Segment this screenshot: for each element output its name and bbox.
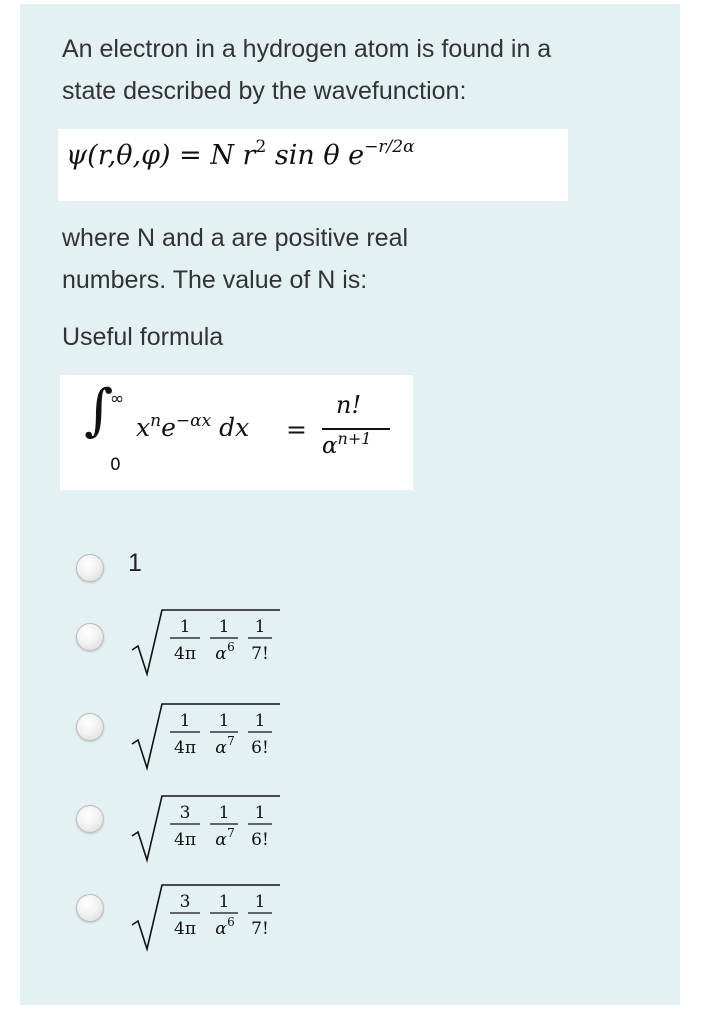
wavefunction-equation xyxy=(58,129,568,201)
option-3-num-3: 1 xyxy=(254,711,266,731)
option-2-den-2-exp: 6 xyxy=(227,640,235,654)
radio-button-option-5[interactable] xyxy=(76,894,104,922)
integral-lower-limit: 0 xyxy=(110,455,121,475)
where-line-1: where N and a are positive real xyxy=(62,224,409,252)
option-4-num-2: 1 xyxy=(218,803,230,823)
option-5-den-3: 7! xyxy=(251,919,269,939)
option-5-num-3: 1 xyxy=(254,892,266,912)
option-5-num-2: 1 xyxy=(218,892,230,912)
option-3-den-1: 4π xyxy=(174,738,196,758)
wavefunction-rhs-sin: sin θ e xyxy=(274,140,365,171)
option-4-num-3: 1 xyxy=(254,803,266,823)
useful-formula-label: Useful formula xyxy=(62,323,224,351)
integrand-x: x xyxy=(136,413,151,442)
option-1-text: 1 xyxy=(128,549,142,577)
wavefunction-lhs: ψ(r,θ,φ) xyxy=(66,140,171,171)
integrand-exponent: −αx xyxy=(175,411,212,431)
answer-option-1[interactable] xyxy=(60,527,560,607)
wavefunction-rhs-power: 2 xyxy=(255,137,267,157)
option-3-den-2-base: α xyxy=(215,738,227,758)
option-5-den-2-exp: 6 xyxy=(227,915,235,929)
option-2-math xyxy=(130,604,290,680)
question-intro xyxy=(62,28,662,112)
option-4-num-1: 3 xyxy=(179,803,191,823)
answer-option-3[interactable] xyxy=(60,698,560,778)
radio-button-option-1[interactable] xyxy=(76,554,104,582)
option-4-den-1: 4π xyxy=(174,830,196,850)
option-2-num-1: 1 xyxy=(179,617,191,637)
integrand-e: e xyxy=(161,413,176,442)
intro-line-2: state described by the wavefunction: xyxy=(62,77,467,105)
formula-numerator: n! xyxy=(336,391,362,419)
formula-equals: = xyxy=(286,415,307,444)
option-4-den-2-base: α xyxy=(215,830,227,850)
intro-line-1: An electron in a hydrogen atom is found in a xyxy=(62,35,552,63)
option-5-math xyxy=(130,879,290,955)
option-4-den-2-exp: 7 xyxy=(227,826,235,840)
option-2-num-2: 1 xyxy=(218,617,230,637)
answer-option-4[interactable] xyxy=(60,790,560,870)
answer-option-5[interactable] xyxy=(60,879,560,959)
option-3-num-1: 1 xyxy=(179,711,191,731)
where-line-2: numbers. The value of N is: xyxy=(62,266,368,294)
option-3-den-3: 6! xyxy=(251,738,269,758)
option-3-math xyxy=(130,698,290,774)
question-where xyxy=(62,217,662,301)
radio-button-option-3[interactable] xyxy=(76,713,104,741)
option-4-math xyxy=(130,790,290,866)
option-2-num-3: 1 xyxy=(254,617,266,637)
formula-denominator-exponent: n+1 xyxy=(337,429,372,448)
option-5-num-1: 3 xyxy=(179,892,191,912)
option-5-den-1: 4π xyxy=(174,919,196,939)
wavefunction-rhs-exponent: −r/2α xyxy=(364,137,415,157)
option-5-den-2-base: α xyxy=(215,919,227,939)
integral-upper-limit: ∞ xyxy=(110,389,125,409)
integrand-dx: dx xyxy=(219,413,250,442)
option-3-den-2-exp: 7 xyxy=(227,734,235,748)
option-2-den-1: 4π xyxy=(174,644,196,664)
integrand-n: n xyxy=(150,411,162,431)
option-2-den-3: 7! xyxy=(251,644,269,664)
radio-button-option-4[interactable] xyxy=(76,805,104,833)
formula-denominator-base: α xyxy=(322,433,338,459)
wavefunction-equals: = xyxy=(179,140,202,171)
radio-button-option-2[interactable] xyxy=(76,623,104,651)
option-3-num-2: 1 xyxy=(218,711,230,731)
option-2-den-2-base: α xyxy=(215,644,227,664)
option-4-den-3: 6! xyxy=(251,830,269,850)
wavefunction-rhs-main: N r xyxy=(210,140,256,171)
answer-option-2[interactable] xyxy=(60,604,560,684)
integral-sign: ∫ xyxy=(84,378,114,443)
formula-denominator xyxy=(322,429,372,459)
useful-formula-equation xyxy=(60,375,413,490)
integrand xyxy=(136,413,249,442)
